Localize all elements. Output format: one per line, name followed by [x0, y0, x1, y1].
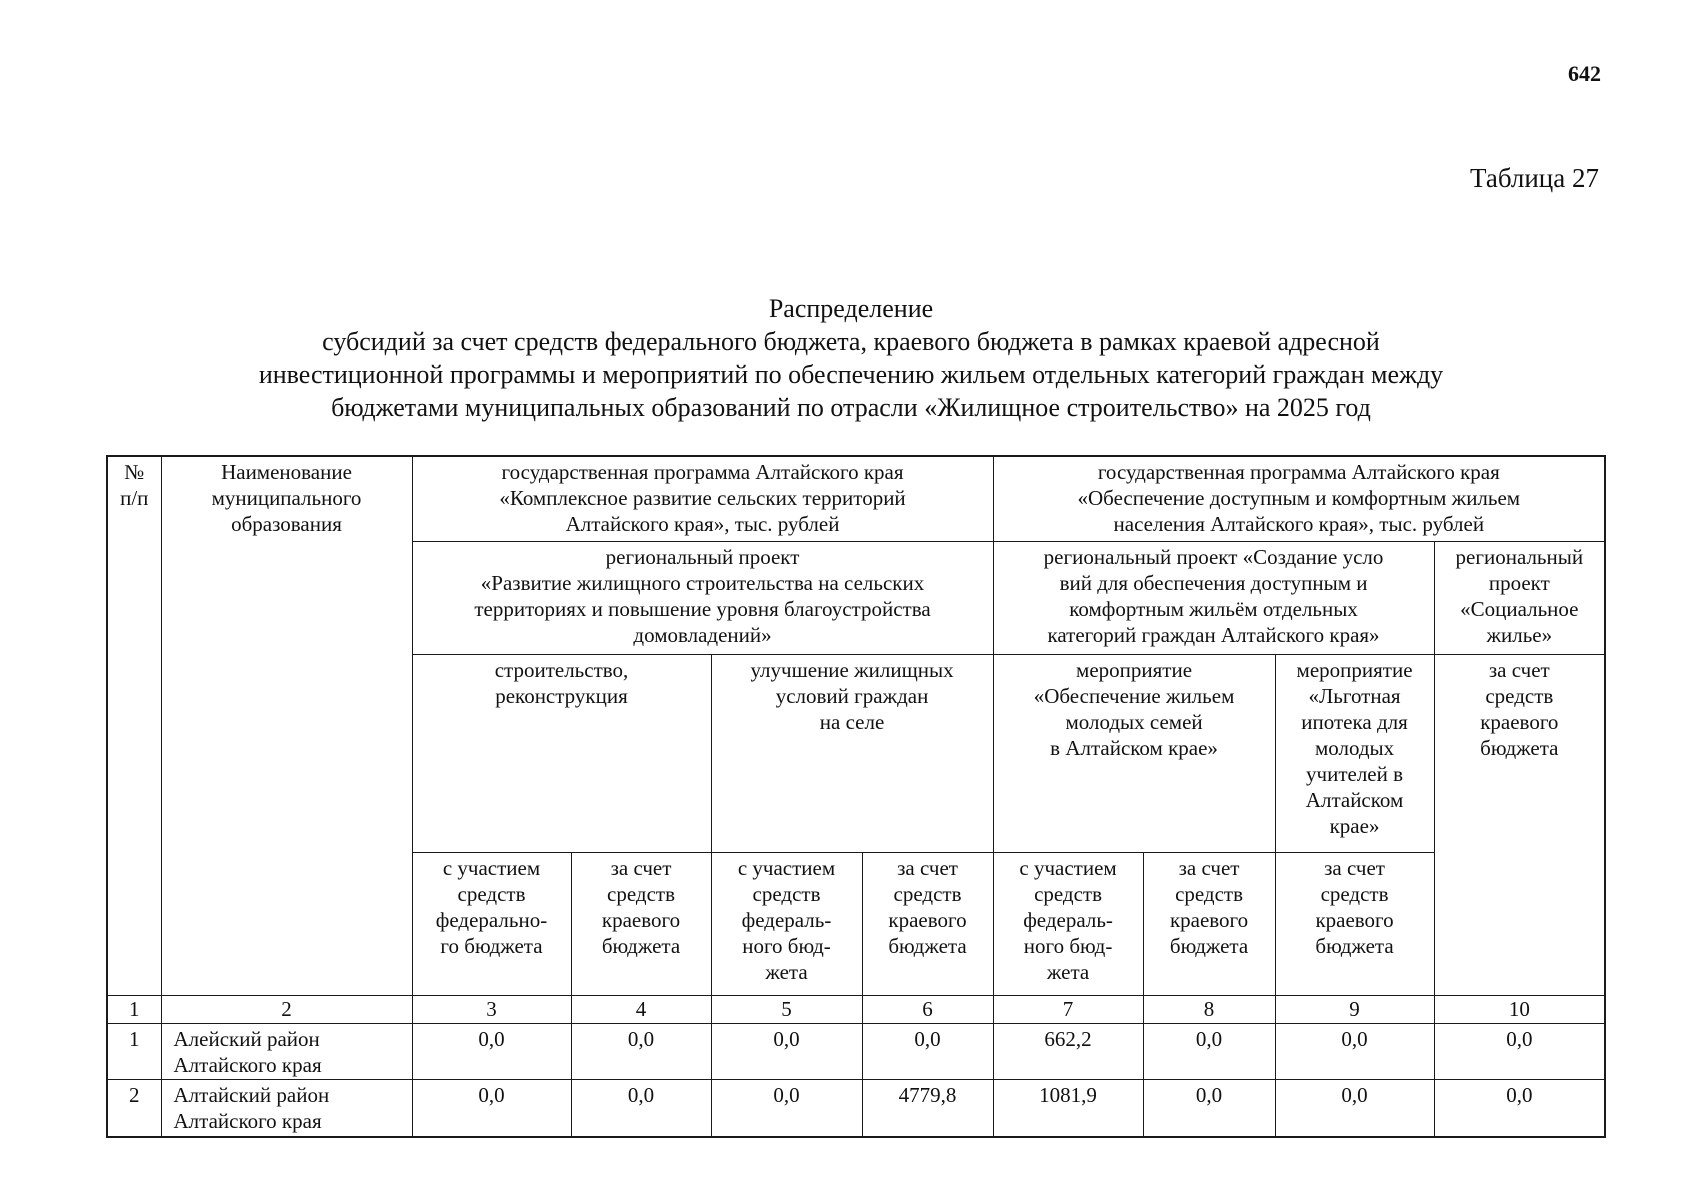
distribution-table	[106, 455, 1606, 1138]
header-project-social-housing: региональный проект «Социальное жилье»	[1434, 541, 1605, 654]
header-source-col5: с участием средств федераль- ного бюд- жета	[711, 852, 862, 995]
column-number: 8	[1143, 995, 1275, 1023]
value-cell: 0,0	[1275, 1023, 1434, 1079]
header-source-col7: с участием средств федераль- ного бюд- жета	[993, 852, 1143, 995]
row-number-cell: 2	[107, 1079, 161, 1137]
header-cell-municipality: Наименование муниципального образования	[161, 456, 412, 995]
column-number: 9	[1275, 995, 1434, 1023]
column-number: 6	[862, 995, 993, 1023]
header-activity-construction: строительство, реконструкция	[412, 654, 711, 852]
value-cell: 0,0	[711, 1079, 862, 1137]
document-title	[6, 292, 1696, 424]
header-program-affordable-housing: государственная программа Алтайского края «Обеспечение доступным и комфортным жильем населения Алтайского края», тыс. рублей	[993, 456, 1605, 541]
value-cell: 1081,9	[993, 1079, 1143, 1137]
value-cell: 662,2	[993, 1023, 1143, 1079]
value-cell: 0,0	[1275, 1079, 1434, 1137]
column-number: 7	[993, 995, 1143, 1023]
header-project-housing-categories: региональный проект «Создание усло вий для обеспечения доступным и комфортным жильём отдельных категорий граждан Алтайского края»	[993, 541, 1434, 654]
table-row	[107, 1079, 1605, 1137]
column-number: 4	[571, 995, 711, 1023]
header-activity-teacher-mortgage: мероприятие «Льготная ипотека для молодых учителей в Алтайском крае»	[1275, 654, 1434, 852]
value-cell: 0,0	[571, 1079, 711, 1137]
column-number: 5	[711, 995, 862, 1023]
header-project-rural-housing: региональный проект «Развитие жилищного строительства на сельских территориях и повышение уровня благоустройства домовладений»	[412, 541, 993, 654]
value-cell: 0,0	[711, 1023, 862, 1079]
column-numbers-row	[107, 995, 1605, 1023]
column-number: 1	[107, 995, 161, 1023]
page-number: 642	[1568, 61, 1601, 86]
title-line-3: инвестиционной программы и мероприятий по обеспечению жильем отдельных категорий граждан между	[258, 360, 1444, 389]
header-source-col3: с участием средств федерально- го бюджета	[412, 852, 571, 995]
header-source-col10: за счет средств краевого бюджета	[1434, 654, 1605, 995]
header-activity-young-families: мероприятие «Обеспечение жильем молодых семей в Алтайском крае»	[993, 654, 1275, 852]
header-source-col8: за счет средств краевого бюджета	[1143, 852, 1275, 995]
value-cell: 0,0	[412, 1023, 571, 1079]
value-cell: 0,0	[412, 1079, 571, 1137]
title-line-1: Распределение	[768, 294, 934, 323]
value-cell: 0,0	[862, 1023, 993, 1079]
header-activity-rural-conditions: улучшение жилищных условий граждан на селе	[711, 654, 993, 852]
header-program-rural-development: государственная программа Алтайского края «Комплексное развитие сельских территорий Алтайского края», тыс. рублей	[412, 456, 993, 541]
header-source-col4: за счет средств краевого бюджета	[571, 852, 711, 995]
municipality-name-cell: Алтайский район Алтайского края	[161, 1079, 412, 1137]
table-row	[107, 1023, 1605, 1079]
header-source-col6: за счет средств краевого бюджета	[862, 852, 993, 995]
title-line-2: субсидий за счет средств федерального бюджета, краевого бюджета в рамках краевой адресной	[322, 327, 1380, 356]
municipality-name-cell: Алейский район Алтайского края	[161, 1023, 412, 1079]
title-line-4: бюджетами муниципальных образований по отрасли «Жилищное строительство» на 2025 год	[331, 393, 1371, 422]
value-cell: 0,0	[1143, 1023, 1275, 1079]
value-cell: 0,0	[571, 1023, 711, 1079]
value-cell: 4779,8	[862, 1079, 993, 1137]
row-number-cell: 1	[107, 1023, 161, 1079]
header-cell-number: № п/п	[107, 456, 161, 995]
column-number: 2	[161, 995, 412, 1023]
column-number: 10	[1434, 995, 1605, 1023]
table-label: Таблица 27	[1470, 163, 1599, 193]
value-cell: 0,0	[1434, 1079, 1605, 1137]
header-source-col9: за счет средств краевого бюджета	[1275, 852, 1434, 995]
value-cell: 0,0	[1143, 1079, 1275, 1137]
value-cell: 0,0	[1434, 1023, 1605, 1079]
column-number: 3	[412, 995, 571, 1023]
header-row-programs	[107, 456, 1605, 541]
